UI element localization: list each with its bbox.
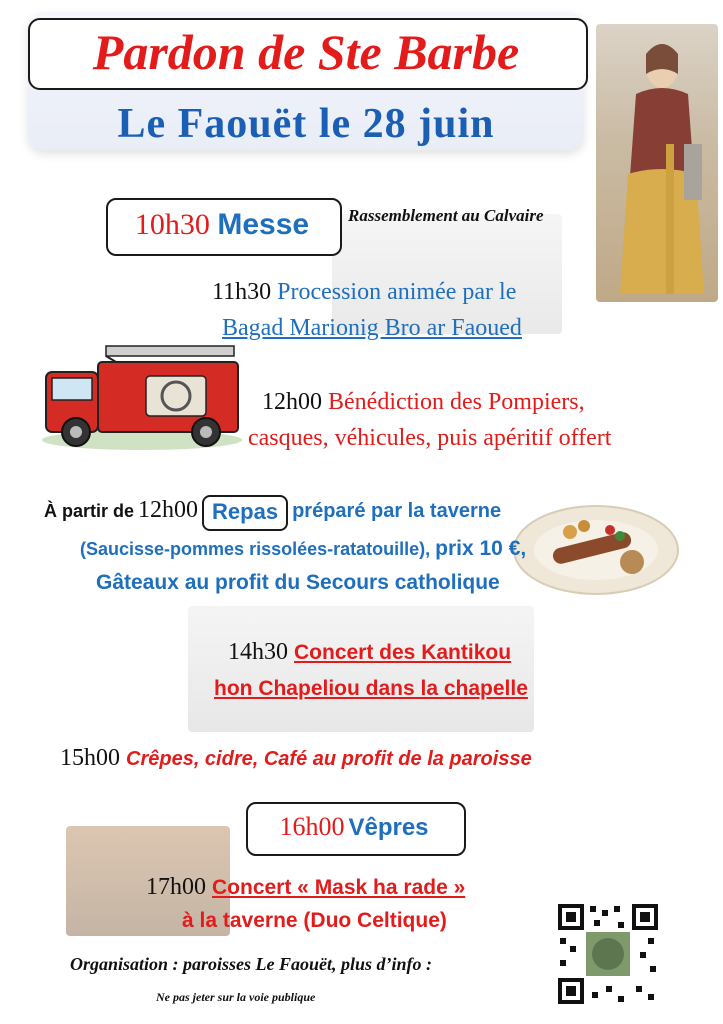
procession-text: Procession animée par le [277, 279, 517, 305]
bagad-link[interactable]: Bagad Marionig Bro ar Faoued [222, 315, 522, 341]
page-subtitle: Le Faouët le 28 juin [117, 101, 495, 147]
notice-text: Ne pas jeter sur la voie publique [156, 990, 316, 1004]
organisation-text: Organisation : paroisses Le Faouët, plus d’info : [70, 954, 433, 974]
repas-prefix: À partir de [44, 501, 135, 521]
concert1-text-2: hon Chapeliou dans la chapelle [214, 677, 528, 700]
repas-time: 12h00 [138, 497, 199, 523]
pompiers-time: 12h00 [262, 389, 322, 415]
pompiers-line-1 [262, 384, 682, 420]
concert1-text-1: Concert des Kantikou [294, 641, 512, 664]
crepes-line [60, 738, 680, 779]
page-title: Pardon de Ste Barbe [92, 24, 520, 80]
repas-menu-line [80, 534, 640, 564]
messe-note: Rassemblement au Calvaire [348, 206, 544, 225]
procession-time: 11h30 [212, 279, 272, 305]
crepes-text: Crêpes, cidre, Café au profit de la paroisse [126, 748, 532, 770]
concert1-time: 14h30 [228, 639, 288, 665]
concert2-line-1 [146, 870, 566, 905]
fire-truck-illustration [36, 332, 248, 452]
repas-label: Repas [202, 495, 288, 531]
repas-text: préparé par la taverne [292, 500, 502, 522]
qr-code-image [556, 902, 660, 1006]
concert2-text-1: Concert « Mask ha rade » [212, 876, 466, 899]
vepres-heading [246, 802, 462, 852]
concert1-line-1 [228, 634, 628, 671]
messe-label: Messe [217, 208, 310, 241]
repas-line [44, 490, 704, 530]
procession-line [212, 274, 612, 310]
concert2-time: 17h00 [146, 874, 206, 900]
messe-time: 10h30 [134, 208, 210, 241]
vepres-label: Vêpres [348, 814, 429, 841]
repas-price: prix 10 €, [435, 537, 527, 560]
pompiers-text-1: Bénédiction des Pompiers, [328, 389, 585, 415]
vepres-time: 16h00 [279, 812, 345, 841]
saint-barbara-statue-image [596, 24, 718, 302]
repas-menu: (Saucisse-pommes rissolées-ratatouille), [80, 539, 431, 559]
gateaux-text: Gâteaux au profit du Secours catholique [96, 571, 500, 594]
concert2-text-2: à la taverne (Duo Celtique) [182, 909, 447, 932]
messe-heading [106, 198, 338, 252]
crepes-time: 15h00 [60, 745, 120, 771]
pompiers-text-2: casques, véhicules, puis apéritif offert [248, 425, 612, 451]
